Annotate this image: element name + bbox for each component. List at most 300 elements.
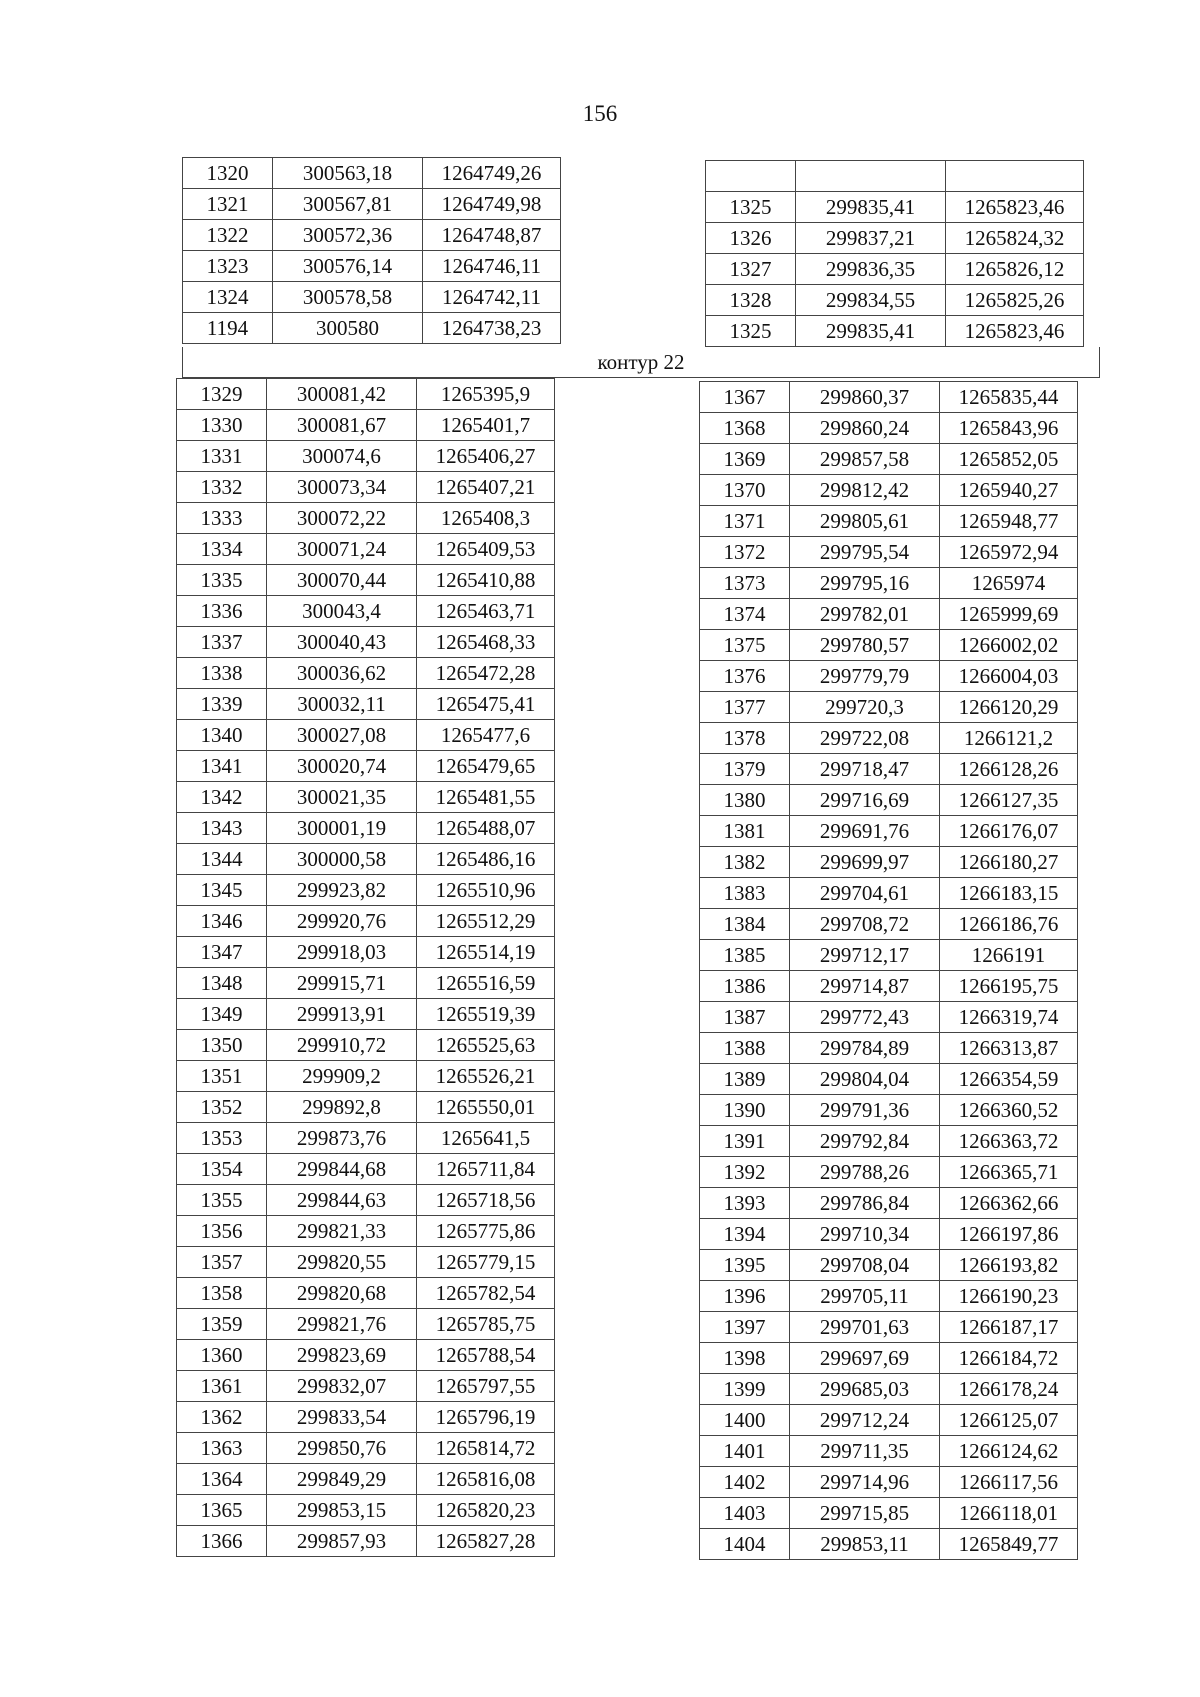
x-coordinate-cell: 299685,03 (790, 1374, 940, 1405)
y-coordinate-cell: 1266362,66 (940, 1188, 1078, 1219)
table-row (700, 847, 1078, 878)
table-row (700, 1529, 1078, 1560)
point-number-cell: 1383 (700, 878, 790, 909)
page-number: 156 (582, 101, 618, 126)
point-number-cell: 1323 (183, 251, 273, 282)
point-number-cell: 1401 (700, 1436, 790, 1467)
point-number-cell: 1367 (700, 382, 790, 413)
x-coordinate-cell: 299915,71 (267, 968, 417, 999)
table-row (177, 1278, 555, 1309)
y-coordinate-cell: 1265525,63 (417, 1030, 555, 1061)
x-coordinate-cell: 299873,76 (267, 1123, 417, 1154)
point-number-cell: 1345 (177, 875, 267, 906)
x-coordinate-cell: 299784,89 (790, 1033, 940, 1064)
table-row (700, 537, 1078, 568)
point-number-cell: 1365 (177, 1495, 267, 1526)
table-row (183, 189, 561, 220)
table-row (700, 878, 1078, 909)
table-row (700, 444, 1078, 475)
table-row (700, 1467, 1078, 1498)
x-coordinate-cell: 299795,54 (790, 537, 940, 568)
y-coordinate-cell: 1266313,87 (940, 1033, 1078, 1064)
point-number-cell: 1331 (177, 441, 267, 472)
table-row (177, 1030, 555, 1061)
x-coordinate-cell: 300027,08 (267, 720, 417, 751)
x-coordinate-cell: 299857,58 (790, 444, 940, 475)
point-number-cell: 1396 (700, 1281, 790, 1312)
point-number-cell: 1327 (706, 254, 796, 285)
y-coordinate-cell: 1264748,87 (423, 220, 561, 251)
table-row (177, 627, 555, 658)
y-coordinate-cell: 1265779,15 (417, 1247, 555, 1278)
table-row (700, 1312, 1078, 1343)
x-coordinate-cell: 300040,43 (267, 627, 417, 658)
point-number-cell: 1334 (177, 534, 267, 565)
table-row (183, 313, 561, 344)
y-coordinate-cell: 1265972,94 (940, 537, 1078, 568)
table-row (700, 1095, 1078, 1126)
table-row (700, 413, 1078, 444)
x-coordinate-cell: 299788,26 (790, 1157, 940, 1188)
table-row (706, 316, 1084, 347)
x-coordinate-cell: 299786,84 (790, 1188, 940, 1219)
y-coordinate-cell: 1266365,71 (940, 1157, 1078, 1188)
y-coordinate-cell: 1266118,01 (940, 1498, 1078, 1529)
point-number-cell: 1350 (177, 1030, 267, 1061)
y-coordinate-cell: 1265641,5 (417, 1123, 555, 1154)
point-number-cell: 1340 (177, 720, 267, 751)
table-row (177, 937, 555, 968)
point-number-cell: 1400 (700, 1405, 790, 1436)
point-number-cell: 1361 (177, 1371, 267, 1402)
table-row (177, 472, 555, 503)
x-coordinate-cell: 299712,17 (790, 940, 940, 971)
table-row (700, 1498, 1078, 1529)
table-row (700, 382, 1078, 413)
contour-heading: контур 22 (182, 347, 1100, 378)
x-coordinate-cell: 299860,24 (790, 413, 940, 444)
y-coordinate-cell: 1265849,77 (940, 1529, 1078, 1560)
y-coordinate-cell: 1265516,59 (417, 968, 555, 999)
table-row (177, 1464, 555, 1495)
table-row (706, 254, 1084, 285)
point-number-cell: 1371 (700, 506, 790, 537)
point-number-cell: 1332 (177, 472, 267, 503)
table-row (700, 909, 1078, 940)
x-coordinate-cell: 300072,22 (267, 503, 417, 534)
point-number-cell: 1328 (706, 285, 796, 316)
x-coordinate-cell: 300578,58 (273, 282, 423, 313)
x-coordinate-cell: 299853,15 (267, 1495, 417, 1526)
point-number-cell: 1402 (700, 1467, 790, 1498)
table-row (700, 506, 1078, 537)
table-row (700, 785, 1078, 816)
y-coordinate-cell: 1265463,71 (417, 596, 555, 627)
point-number-cell: 1398 (700, 1343, 790, 1374)
table-row (183, 251, 561, 282)
x-coordinate-cell: 299805,61 (790, 506, 940, 537)
y-coordinate-cell: 1265481,55 (417, 782, 555, 813)
y-coordinate-cell: 1265472,28 (417, 658, 555, 689)
y-coordinate-cell: 1266186,76 (940, 909, 1078, 940)
point-number-cell: 1382 (700, 847, 790, 878)
x-coordinate-cell: 299795,16 (790, 568, 940, 599)
table-row (700, 1405, 1078, 1436)
point-number-cell: 1378 (700, 723, 790, 754)
table-row (177, 410, 555, 441)
y-coordinate-cell: 1264749,98 (423, 189, 561, 220)
y-coordinate-cell: 1266190,23 (940, 1281, 1078, 1312)
point-number-cell: 1366 (177, 1526, 267, 1557)
y-coordinate-cell: 1265475,41 (417, 689, 555, 720)
point-number-cell: 1379 (700, 754, 790, 785)
point-number-cell: 1336 (177, 596, 267, 627)
x-coordinate-cell: 300071,24 (267, 534, 417, 565)
table-row (700, 599, 1078, 630)
y-coordinate-cell: 1264746,11 (423, 251, 561, 282)
table-row (700, 1033, 1078, 1064)
point-number-cell: 1359 (177, 1309, 267, 1340)
y-coordinate-cell: 1266193,82 (940, 1250, 1078, 1281)
table-row (706, 223, 1084, 254)
y-coordinate-cell: 1265486,16 (417, 844, 555, 875)
x-coordinate-cell: 299779,79 (790, 661, 940, 692)
y-coordinate-cell: 1265785,75 (417, 1309, 555, 1340)
x-coordinate-cell: 299910,72 (267, 1030, 417, 1061)
x-coordinate-cell: 299699,97 (790, 847, 940, 878)
point-number-cell: 1342 (177, 782, 267, 813)
x-coordinate-cell: 300070,44 (267, 565, 417, 596)
y-coordinate-cell: 1265852,05 (940, 444, 1078, 475)
table-row (700, 1188, 1078, 1219)
x-coordinate-cell: 299832,07 (267, 1371, 417, 1402)
table-row (177, 906, 555, 937)
x-coordinate-cell: 300020,74 (267, 751, 417, 782)
point-number-cell: 1385 (700, 940, 790, 971)
y-coordinate-cell: 1265526,21 (417, 1061, 555, 1092)
x-coordinate-cell: 300032,11 (267, 689, 417, 720)
y-coordinate-cell: 1266184,72 (940, 1343, 1078, 1374)
table-row (177, 534, 555, 565)
x-coordinate-cell: 299820,55 (267, 1247, 417, 1278)
table-row (177, 999, 555, 1030)
table-row (700, 692, 1078, 723)
point-number-cell: 1395 (700, 1250, 790, 1281)
y-coordinate-cell: 1265826,12 (946, 254, 1084, 285)
x-coordinate-cell: 299708,72 (790, 909, 940, 940)
point-number-cell: 1348 (177, 968, 267, 999)
table-row (706, 285, 1084, 316)
y-coordinate-cell: 1265796,19 (417, 1402, 555, 1433)
y-coordinate-cell: 1266187,17 (940, 1312, 1078, 1343)
x-coordinate-cell: 299821,33 (267, 1216, 417, 1247)
point-number-cell: 1356 (177, 1216, 267, 1247)
x-coordinate-cell: 300576,14 (273, 251, 423, 282)
point-number-cell: 1343 (177, 813, 267, 844)
table-row (700, 661, 1078, 692)
table-row (177, 503, 555, 534)
coordinates-table-bottom-right (699, 381, 1078, 1560)
table-row (700, 1281, 1078, 1312)
x-coordinate-cell: 299849,29 (267, 1464, 417, 1495)
x-coordinate-cell: 299697,69 (790, 1343, 940, 1374)
point-number-cell: 1194 (183, 313, 273, 344)
table-row (700, 754, 1078, 785)
table-row (177, 813, 555, 844)
x-coordinate-cell: 300036,62 (267, 658, 417, 689)
point-number-cell: 1324 (183, 282, 273, 313)
table-row (177, 1309, 555, 1340)
x-coordinate-cell: 300073,34 (267, 472, 417, 503)
y-coordinate-cell: 1266178,24 (940, 1374, 1078, 1405)
x-coordinate-cell: 300081,42 (267, 379, 417, 410)
table-row (700, 1343, 1078, 1374)
y-coordinate-cell: 1265519,39 (417, 999, 555, 1030)
x-coordinate-cell: 299715,85 (790, 1498, 940, 1529)
x-coordinate-cell: 299708,04 (790, 1250, 940, 1281)
point-number-cell (706, 161, 796, 192)
x-coordinate-cell (796, 161, 946, 192)
point-number-cell: 1399 (700, 1374, 790, 1405)
x-coordinate-cell: 300043,4 (267, 596, 417, 627)
point-number-cell: 1376 (700, 661, 790, 692)
x-coordinate-cell: 300580 (273, 313, 423, 344)
point-number-cell: 1341 (177, 751, 267, 782)
table-row (706, 161, 1084, 192)
x-coordinate-cell: 300000,58 (267, 844, 417, 875)
x-coordinate-cell: 299834,55 (796, 285, 946, 316)
point-number-cell: 1354 (177, 1154, 267, 1185)
point-number-cell: 1326 (706, 223, 796, 254)
x-coordinate-cell: 299836,35 (796, 254, 946, 285)
point-number-cell: 1362 (177, 1402, 267, 1433)
table-row (700, 1064, 1078, 1095)
x-coordinate-cell: 299860,37 (790, 382, 940, 413)
point-number-cell: 1393 (700, 1188, 790, 1219)
point-number-cell: 1355 (177, 1185, 267, 1216)
x-coordinate-cell: 299716,69 (790, 785, 940, 816)
y-coordinate-cell: 1265823,46 (946, 192, 1084, 223)
table-row (700, 1436, 1078, 1467)
y-coordinate-cell: 1266319,74 (940, 1002, 1078, 1033)
y-coordinate-cell: 1266363,72 (940, 1126, 1078, 1157)
table-row (700, 1002, 1078, 1033)
table-row (183, 282, 561, 313)
table-row (177, 720, 555, 751)
table-row (177, 1185, 555, 1216)
point-number-cell: 1397 (700, 1312, 790, 1343)
point-number-cell: 1363 (177, 1433, 267, 1464)
y-coordinate-cell: 1264738,23 (423, 313, 561, 344)
point-number-cell: 1357 (177, 1247, 267, 1278)
table-row (177, 1154, 555, 1185)
y-coordinate-cell: 1266125,07 (940, 1405, 1078, 1436)
table-row (177, 1216, 555, 1247)
table-row (177, 1247, 555, 1278)
y-coordinate-cell: 1265782,54 (417, 1278, 555, 1309)
point-number-cell: 1375 (700, 630, 790, 661)
point-number-cell: 1344 (177, 844, 267, 875)
y-coordinate-cell: 1265510,96 (417, 875, 555, 906)
table-row (177, 1402, 555, 1433)
y-coordinate-cell: 1266180,27 (940, 847, 1078, 878)
y-coordinate-cell: 1265409,53 (417, 534, 555, 565)
x-coordinate-cell: 299772,43 (790, 1002, 940, 1033)
y-coordinate-cell: 1264749,26 (423, 158, 561, 189)
table-row (183, 220, 561, 251)
table-row (700, 1374, 1078, 1405)
point-number-cell: 1335 (177, 565, 267, 596)
y-coordinate-cell: 1265410,88 (417, 565, 555, 596)
x-coordinate-cell: 299920,76 (267, 906, 417, 937)
y-coordinate-cell: 1266117,56 (940, 1467, 1078, 1498)
x-coordinate-cell: 299718,47 (790, 754, 940, 785)
point-number-cell: 1368 (700, 413, 790, 444)
coordinates-table-bottom-left (176, 378, 555, 1557)
point-number-cell: 1325 (706, 316, 796, 347)
point-number-cell: 1369 (700, 444, 790, 475)
table-row (177, 689, 555, 720)
y-coordinate-cell: 1265788,54 (417, 1340, 555, 1371)
y-coordinate-cell: 1265468,33 (417, 627, 555, 658)
x-coordinate-cell: 299712,24 (790, 1405, 940, 1436)
x-coordinate-cell: 299711,35 (790, 1436, 940, 1467)
point-number-cell: 1353 (177, 1123, 267, 1154)
y-coordinate-cell: 1265843,96 (940, 413, 1078, 444)
table-row (177, 658, 555, 689)
x-coordinate-cell: 300081,67 (267, 410, 417, 441)
table-row (177, 1340, 555, 1371)
table-row (700, 723, 1078, 754)
y-coordinate-cell: 1266128,26 (940, 754, 1078, 785)
x-coordinate-cell: 299720,3 (790, 692, 940, 723)
table-row (177, 844, 555, 875)
y-coordinate-cell: 1266360,52 (940, 1095, 1078, 1126)
y-coordinate-cell: 1265814,72 (417, 1433, 555, 1464)
y-coordinate-cell: 1265406,27 (417, 441, 555, 472)
y-coordinate-cell: 1266004,03 (940, 661, 1078, 692)
point-number-cell: 1364 (177, 1464, 267, 1495)
table-row (700, 1250, 1078, 1281)
point-number-cell: 1358 (177, 1278, 267, 1309)
x-coordinate-cell: 299701,63 (790, 1312, 940, 1343)
y-coordinate-cell: 1265711,84 (417, 1154, 555, 1185)
y-coordinate-cell: 1266176,07 (940, 816, 1078, 847)
x-coordinate-cell: 299780,57 (790, 630, 940, 661)
point-number-cell: 1374 (700, 599, 790, 630)
y-coordinate-cell: 1266354,59 (940, 1064, 1078, 1095)
point-number-cell: 1387 (700, 1002, 790, 1033)
table-row (177, 782, 555, 813)
x-coordinate-cell: 299804,04 (790, 1064, 940, 1095)
x-coordinate-cell: 299714,87 (790, 971, 940, 1002)
point-number-cell: 1360 (177, 1340, 267, 1371)
y-coordinate-cell: 1265948,77 (940, 506, 1078, 537)
point-number-cell: 1392 (700, 1157, 790, 1188)
point-number-cell: 1347 (177, 937, 267, 968)
table-row (177, 751, 555, 782)
point-number-cell: 1349 (177, 999, 267, 1030)
point-number-cell: 1337 (177, 627, 267, 658)
y-coordinate-cell: 1265999,69 (940, 599, 1078, 630)
x-coordinate-cell: 299812,42 (790, 475, 940, 506)
table-row (700, 1157, 1078, 1188)
table-row (177, 968, 555, 999)
table-row (177, 441, 555, 472)
x-coordinate-cell: 300021,35 (267, 782, 417, 813)
y-coordinate-cell: 1266195,75 (940, 971, 1078, 1002)
point-number-cell: 1322 (183, 220, 273, 251)
x-coordinate-cell: 299691,76 (790, 816, 940, 847)
y-coordinate-cell: 1265718,56 (417, 1185, 555, 1216)
x-coordinate-cell: 299857,93 (267, 1526, 417, 1557)
y-coordinate-cell: 1265825,26 (946, 285, 1084, 316)
y-coordinate-cell: 1265940,27 (940, 475, 1078, 506)
table-row (177, 1371, 555, 1402)
y-coordinate-cell: 1266191 (940, 940, 1078, 971)
point-number-cell: 1370 (700, 475, 790, 506)
table-row (700, 630, 1078, 661)
y-coordinate-cell: 1265401,7 (417, 410, 555, 441)
point-number-cell: 1372 (700, 537, 790, 568)
x-coordinate-cell: 299821,76 (267, 1309, 417, 1340)
y-coordinate-cell: 1265514,19 (417, 937, 555, 968)
x-coordinate-cell: 300563,18 (273, 158, 423, 189)
point-number-cell: 1377 (700, 692, 790, 723)
table-row (177, 1092, 555, 1123)
y-coordinate-cell: 1265797,55 (417, 1371, 555, 1402)
table-row (177, 565, 555, 596)
point-number-cell: 1338 (177, 658, 267, 689)
y-coordinate-cell: 1265827,28 (417, 1526, 555, 1557)
x-coordinate-cell: 300567,81 (273, 189, 423, 220)
point-number-cell: 1339 (177, 689, 267, 720)
x-coordinate-cell: 299833,54 (267, 1402, 417, 1433)
table-row (700, 1126, 1078, 1157)
y-coordinate-cell: 1265477,6 (417, 720, 555, 751)
x-coordinate-cell: 299844,68 (267, 1154, 417, 1185)
x-coordinate-cell: 299791,36 (790, 1095, 940, 1126)
point-number-cell: 1373 (700, 568, 790, 599)
x-coordinate-cell: 300074,6 (267, 441, 417, 472)
coordinates-table-top-right (705, 160, 1084, 347)
y-coordinate-cell: 1265550,01 (417, 1092, 555, 1123)
x-coordinate-cell: 299792,84 (790, 1126, 940, 1157)
table-row (177, 379, 555, 410)
table-row (700, 1219, 1078, 1250)
x-coordinate-cell: 299714,96 (790, 1467, 940, 1498)
point-number-cell: 1394 (700, 1219, 790, 1250)
table-row (177, 1495, 555, 1526)
x-coordinate-cell: 299909,2 (267, 1061, 417, 1092)
table-row (706, 192, 1084, 223)
y-coordinate-cell: 1265816,08 (417, 1464, 555, 1495)
x-coordinate-cell: 299722,08 (790, 723, 940, 754)
x-coordinate-cell: 299892,8 (267, 1092, 417, 1123)
y-coordinate-cell: 1266183,15 (940, 878, 1078, 909)
x-coordinate-cell: 299782,01 (790, 599, 940, 630)
point-number-cell: 1330 (177, 410, 267, 441)
table-row (177, 596, 555, 627)
table-row (700, 971, 1078, 1002)
table-row (700, 475, 1078, 506)
table-row (183, 158, 561, 189)
x-coordinate-cell: 299835,41 (796, 316, 946, 347)
x-coordinate-cell: 299923,82 (267, 875, 417, 906)
point-number-cell: 1388 (700, 1033, 790, 1064)
table-row (700, 568, 1078, 599)
x-coordinate-cell: 299837,21 (796, 223, 946, 254)
